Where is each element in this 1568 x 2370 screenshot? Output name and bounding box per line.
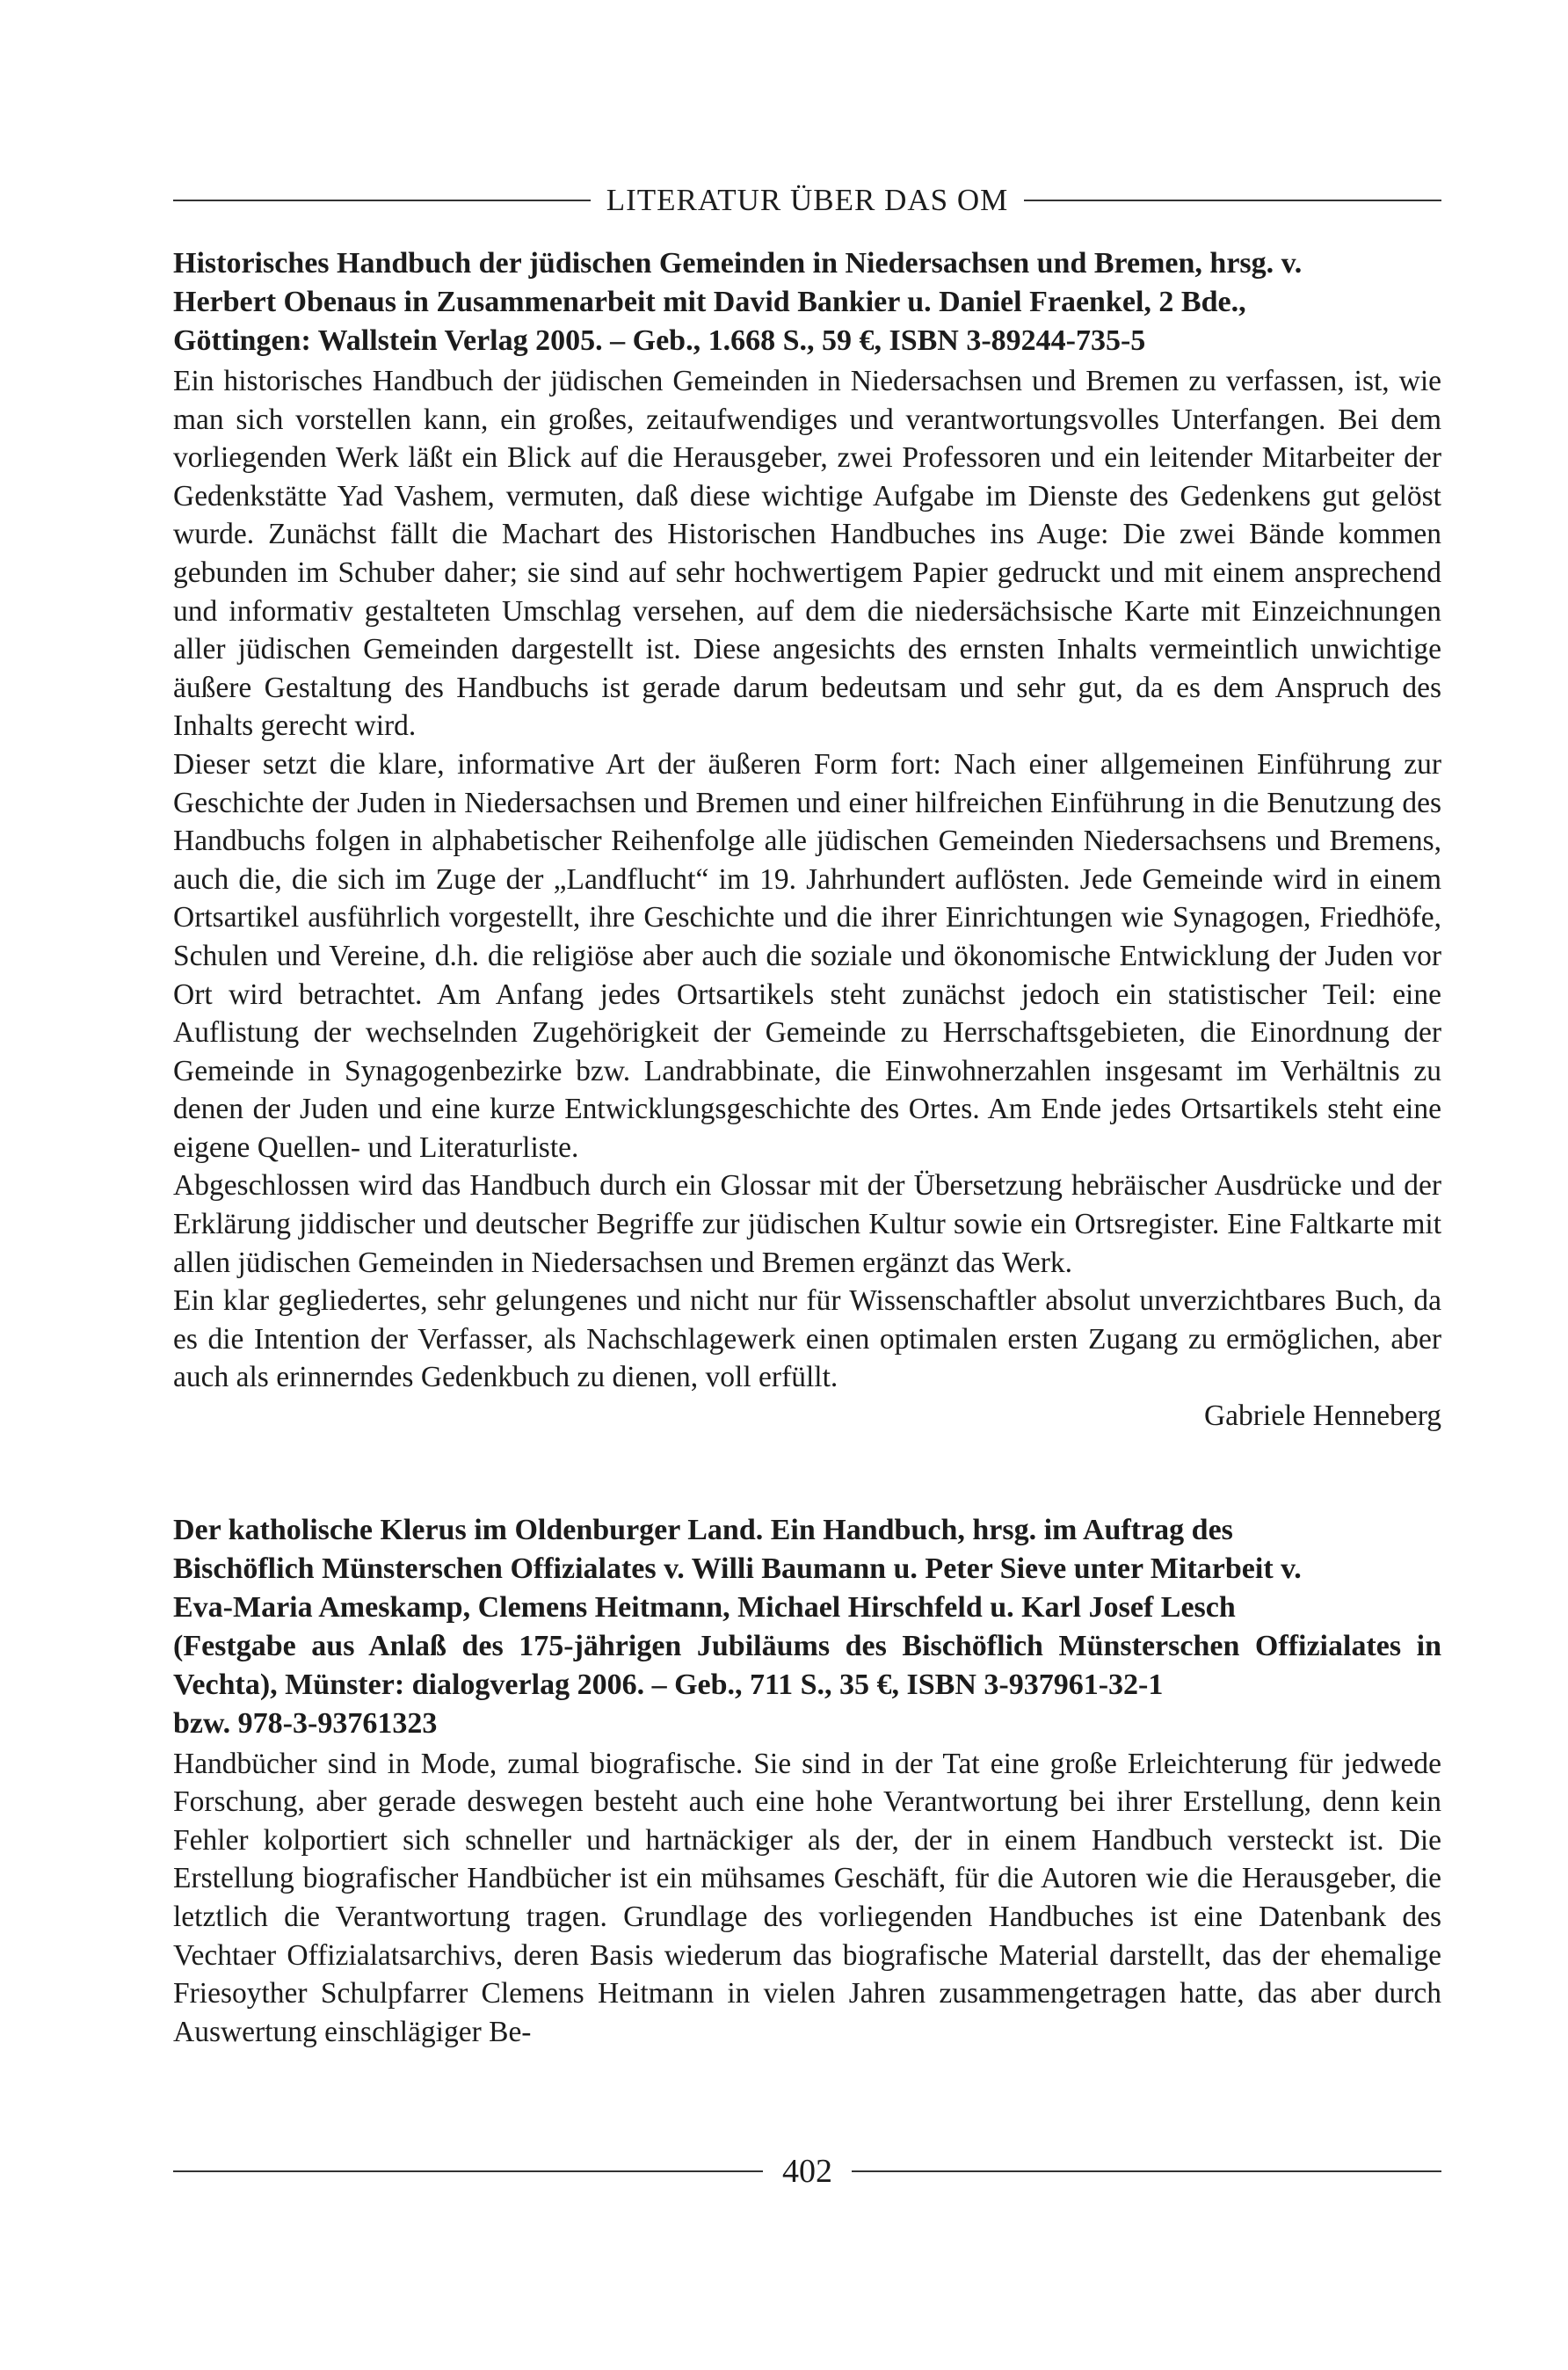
review-paragraph: Handbücher sind in Mode, zumal biografische. Sie sind in der Tat eine große Erleichterung für jedwede Forschung, aber gerade deswegen besteht auch eine hohe Verantwortung bei ihrer Erstellung, denn kein Fehler kolportiert sich schneller und hartnäckiger als der, der in einem Handbuch versteckt ist. Die Erstellung biografischer Handbücher ist ein mühsames Geschäft, für die Autoren wie die Herausgeber, die letztlich die Verantwortung tragen. Grundlage des vorliegenden Handbuches ist eine Datenbank des Vechtaer Offizialatsarchivs, deren Basis wiederum das biografische Material darstellt, das der ehemalige Friesoyther Schulpfarrer Clemens Heitmann in vielen Jahren zusammengetragen hatte, das aber durch Auswertung einschlägiger Be- — [173, 1747, 1441, 2048]
page — [173, 176, 1441, 2051]
running-head-rule-right — [1024, 200, 1441, 201]
review-paragraph: Ein historisches Handbuch der jüdischen Gemeinden in Niedersachsen und Bremen zu verfassen, ist, wie man sich vorstellen kann, ein großes, zeitaufwendiges und verantwortungsvolles Unterfangen. Bei dem vorliegenden Werk läßt ein Blick auf die Herausgeber, zwei Professoren und ein leitender Mitarbeiter der Gedenkstätte Yad Vashem, vermuten, daß diese wichtige Aufgabe im Dienste des Gedenkens gut gelöst wurde. Zunächst fällt die Machart des Historischen Handbuches ins Auge: Die zwei Bände kommen gebunden im Schuber daher; sie sind auf sehr hochwertigem Papier gedruckt und mit einem ansprechend und informativ gestalteten Umschlag versehen, auf dem die niedersächsische Karte mit Einzeichnungen aller jüdischen Gemeinden dargestellt ist. Diese angesichts des ernsten Inhalts vermeintlich unwichtige äußere Gestaltung des Handbuchs ist gerade darum bedeutsam und sehr gut, da es dem Anspruch des Inhalts gerecht wird. — [173, 365, 1441, 743]
reviewer-name: Gabriele Henneberg — [1203, 1399, 1441, 1433]
review-paragraph: Abgeschlossen wird das Handbuch durch ein Glossar mit der Übersetzung hebräischer Ausdrücke und der Erklärung jiddischer und deutscher Begriffe zur jüdischen Kultur sowie ein Ortsregister. Eine Faltkarte mit allen jüdischen Gemeinden in Niedersachsen und Bremen ergänzt das Werk. — [173, 1169, 1441, 1279]
review-title-line: Historisches Handbuch der jüdischen Gemeinden in Niedersachsen und Bremen, hrsg. v. — [173, 247, 1303, 280]
review-2 — [173, 1511, 1441, 2052]
footer-rule-right — [852, 2170, 1441, 2172]
running-head-title: LITERATUR ÜBER DAS OM — [606, 183, 1009, 217]
review-title — [173, 1511, 1441, 1743]
footer-rule-left — [173, 2170, 763, 2172]
review-1 — [173, 244, 1441, 1436]
running-head — [173, 176, 1441, 225]
page-number: 402 — [782, 2153, 832, 2190]
review-title-line: Eva-Maria Ameskamp, Clemens Heitmann, Michael Hirschfeld u. Karl Josef Lesch — [173, 1590, 1236, 1624]
section-gap — [173, 1436, 1441, 1511]
review-paragraph: Ein klar gegliedertes, sehr gelungenes und nicht nur für Wissenschaftler absolut unverzichtbares Buch, da es die Intention der Verfasser, als Nachschlagewerk einen optimalen ersten Zugang zu ermöglichen, aber auch als erinnerndes Gedenkbuch zu dienen, voll erfüllt. — [173, 1284, 1441, 1394]
running-head-rule-left — [173, 200, 591, 201]
review-title — [173, 244, 1441, 360]
review-title-line: bzw. 978-3-93761323 — [173, 1706, 438, 1740]
page-footer — [173, 2145, 1441, 2198]
review-title-line: Der katholische Klerus im Oldenburger Land. Ein Handbuch, hrsg. im Auftrag des — [173, 1513, 1233, 1546]
review-paragraph: Dieser setzt die klare, informative Art der äußeren Form fort: Nach einer allgemeinen Einführung zur Geschichte der Juden in Niedersachsen und Bremen und einer hilfreichen Einführung in die Benutzung des Handbuchs folgen in alphabetischer Reihenfolge alle jüdischen Gemeinden Niedersachsens und Bremens, auch die, die sich im Zuge der „Landflucht“ im 19. Jahrhundert auflösten. Jede Gemeinde wird in einem Ortsartikel ausführlich vorgestellt, ihre Geschichte und die ihrer Einrichtungen wie Synagogen, Friedhöfe, Schulen und Vereine, d.h. die religiöse aber auch die soziale und ökonomische Entwicklung der Juden vor Ort wird betrachtet. Am Anfang jedes Ortsartikels steht zunächst jedoch ein statistischer Teil: eine Auflistung der wechselnden Zugehörigkeit der Gemeinde zu Herrschaftsgebieten, die Einordnung der Gemeinde in Synagogenbezirke bzw. Landrabbinate, die Einwohnerzahlen insgesamt im Verhältnis zu denen der Juden und eine kurze Entwicklungsgeschichte des Ortes. Am Ende jedes Ortsartikels steht eine eigene Quellen- und Literaturliste. — [173, 747, 1441, 1164]
review-title-line: Bischöflich Münsterschen Offizialates v. Willi Baumann u. Peter Sieve unter Mitarbeit v. — [173, 1552, 1302, 1585]
review-title-line: Herbert Obenaus in Zusammenarbeit mit David Bankier u. Daniel Fraenkel, 2 Bde., — [173, 286, 1246, 318]
review-title-line: (Festgabe aus Anlaß des 175-jährigen Jubiläums des Bischöflich Münsterschen Offizialates in Vechta), Münster: dialogverlag 2006. – Geb., 711 S., 35 €, ISBN 3-937961-32-1 — [173, 1629, 1441, 1701]
review-title-line: Göttingen: Wallstein Verlag 2005. – Geb., 1.668 S., 59 €, ISBN 3-89244-735-5 — [173, 324, 1146, 357]
